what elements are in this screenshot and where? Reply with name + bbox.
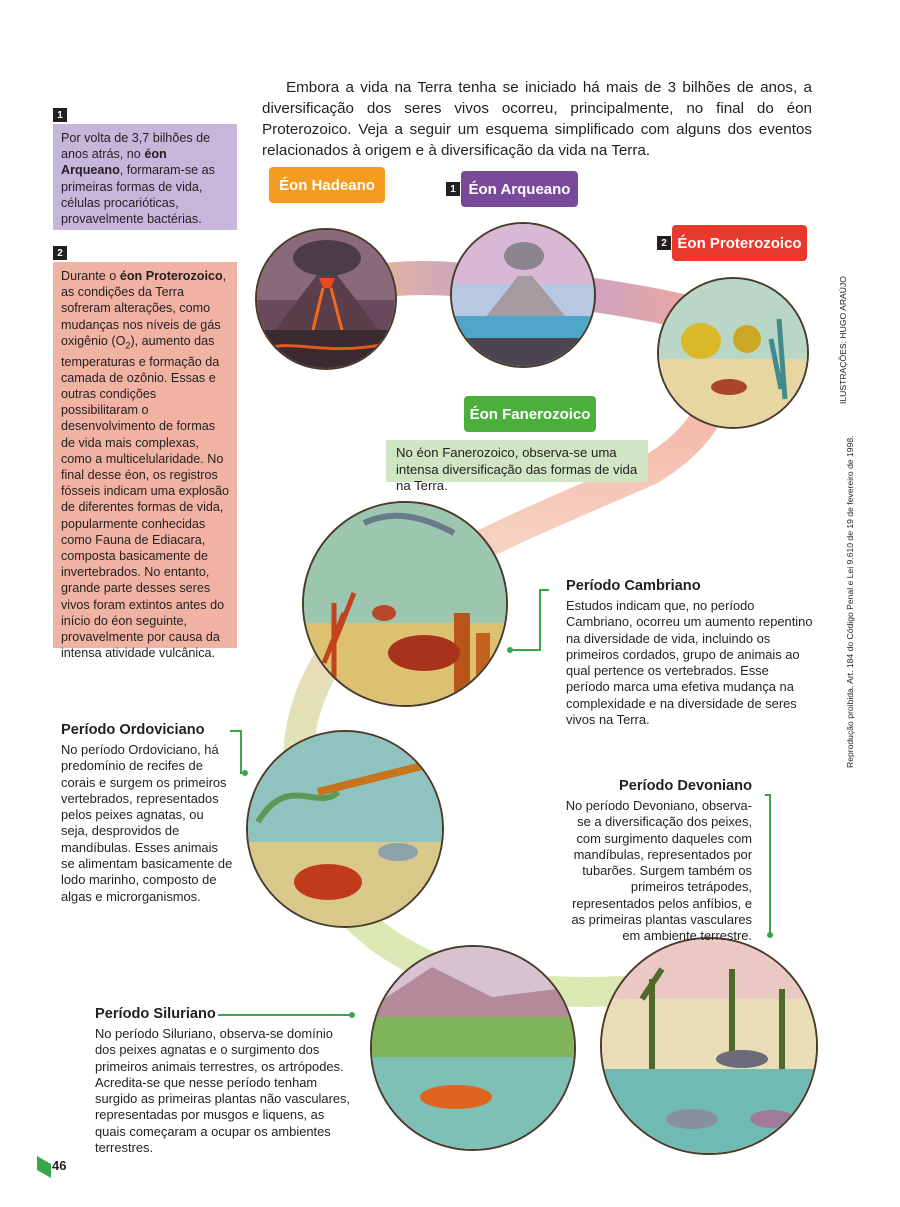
period-ordoviciano [61, 722, 233, 905]
box2-text-c: aumento das temperaturas e formação da camada de ozônio. Essas e outras condições possibilitaram o desenvolvimento de formas de vida mais complexas, como a multicelularidade. No final desse éon, os registros fósseis indicam uma explosão de diferentes formas de vida, popularmente conhecidas como Fauna de Ediacara, composta basicamente de invertebrados. No entanto, grande parte desses seres vivos foram extintos antes do início do éon seguinte, provavelmente por causa da intensa atividade vulcânica. [61, 333, 229, 661]
devoniano-text: No período Devoniano, observa-se a diversificação dos peixes, com surgimento daqueles com mandíbulas, representados por tubarões. Surgem também os primeiros tetrápodes, representados pelos anfíbios, e as primeiras plantas vasculares em ambiente terrestre. [565, 798, 752, 944]
box2-text-b: , as condições da Terra sofreram alterações, como mudanças nos níveis de gás oxigênio [61, 269, 227, 348]
box1-number: 1 [53, 108, 67, 122]
devoniano-title: Período Devoniano [619, 778, 752, 794]
ordoviciano-text: No período Ordoviciano, há predomínio de recifes de corais e surgem os primeiros vertebrados, representados pelos peixes agnatas, ou seja, desprovidos de mandíbulas. Esses animais se alimentam basicamente de lodo marinho, composto de algas e microrganismos. [61, 742, 233, 904]
eon-arqueano-label: Éon Arqueano [461, 171, 578, 207]
period-siluriano [95, 1006, 355, 1156]
intro-paragraph: Embora a vida na Terra tenha se iniciado há mais de 3 bilhões de anos, a diversificação dos seres vivos ocorreu, principalmente, no final do éon Proterozoico. Veja a seguir um esquema simplificado com alguns dos eventos relacionados à origem e à diversificação da vida na Terra. [262, 79, 812, 160]
eon-fanerozoico-label: Éon Fanerozoico [464, 396, 596, 432]
eon-arqueano-number: 1 [446, 182, 460, 196]
ordoviciano-title: Período Ordoviciano [61, 722, 205, 738]
fanerozoico-note: No éon Fanerozoico, observa-se uma intensa diversificação das formas de vida na Terra. [386, 440, 648, 482]
box1-text-a: Por volta de 3,7 bilhões de anos atrás, no [61, 131, 211, 162]
page-corner-icon [37, 1156, 51, 1178]
box2-bold: éon Proterozoico [119, 269, 223, 283]
period-devoniano [556, 778, 752, 945]
eon-hadeano-label: Éon Hadeano [269, 167, 385, 203]
cambriano-text: Estudos indicam que, no período Cambriano, ocorreu um aumento repentino na diversidade de vida, incluindo os primeiros cordados, grupo de animais ao qual pertence os vertebrados. Esse período marca uma efetiva mudança na complexidade e na diversidade de seres vivos na Terra. [566, 598, 813, 728]
eon-proterozoico-number: 2 [657, 236, 671, 250]
box2-formula: (O [111, 333, 126, 348]
siluriano-title: Período Siluriano [95, 1006, 216, 1022]
box2-number: 2 [53, 246, 67, 260]
illustration-credit: ILUSTRAÇÕES: HUGO ARAÚJO [838, 276, 848, 404]
page-number: 46 [52, 1158, 67, 1173]
box2-formula-end: ), [130, 333, 139, 348]
eon-proterozoico-label: Éon Proterozoico [672, 225, 807, 261]
box1-bold: éon Arqueano [61, 147, 167, 178]
legal-notice: Reprodução proibida. Art. 184 do Código Penal e Lei 9.610 de 19 de fevereiro de 1998. [845, 435, 855, 768]
siluriano-text: No período Siluriano, observa-se domínio dos peixes agnatas e o surgimento dos primeiros animais terrestres, os artrópodes. Acredita-se que nesse período tenham surgido as primeiras plantas não vasculares, representadas por musgos e liquens, as quais começaram a ocupar os ambientes terrestres. [95, 1026, 351, 1156]
cambriano-title: Período Cambriano [566, 578, 701, 594]
box2-formula-sub: 2 [125, 340, 131, 351]
box1-text-b: , formaram-se as primeiras formas de vida, células procarióticas, provavelmente bactérias. [61, 163, 215, 227]
box2-text-a: Durante o [61, 269, 120, 283]
period-cambriano [566, 578, 814, 728]
